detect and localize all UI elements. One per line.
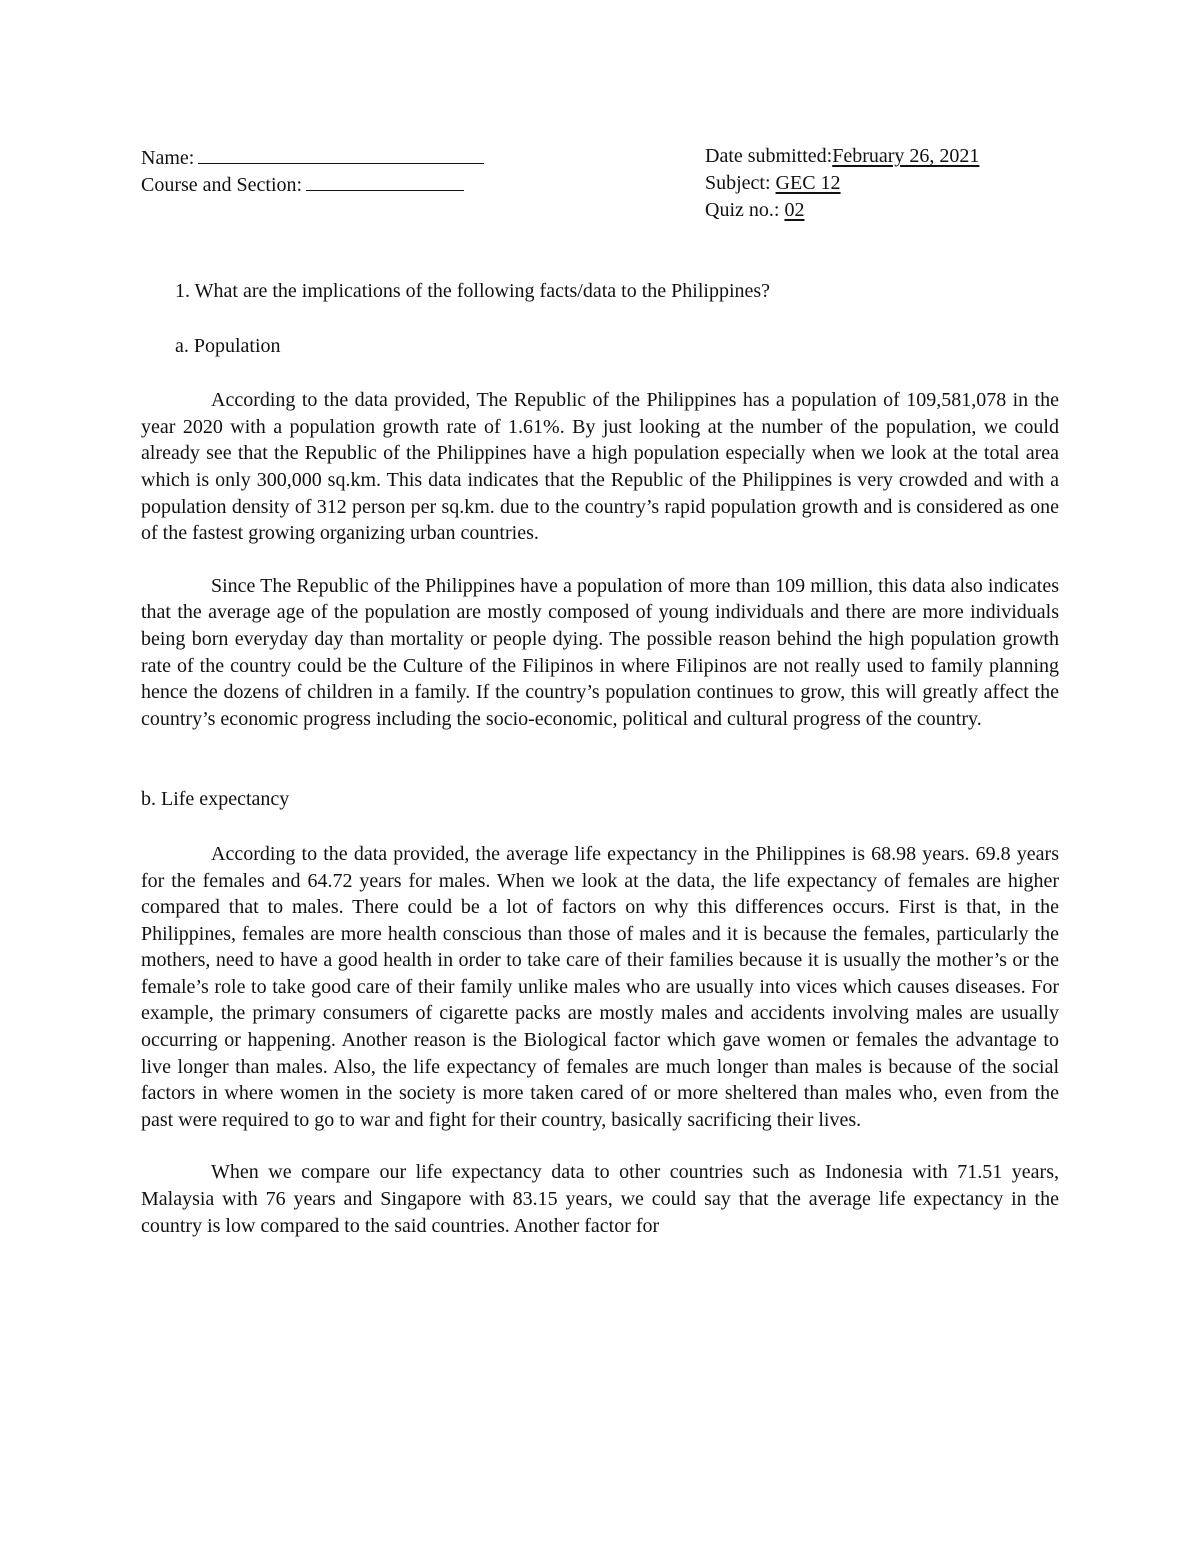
header-right-column [705, 143, 1065, 224]
name-line [141, 143, 661, 170]
subject-line [705, 170, 1065, 197]
quiz-value: 02 [784, 199, 805, 221]
header-block [141, 143, 1061, 233]
date-line [705, 143, 1065, 170]
date-value: February 26, 2021 [832, 145, 980, 167]
question-text: 1. What are the implications of the following facts/data to the Philippines? [175, 280, 771, 302]
date-label: Date submitted: [705, 145, 833, 167]
course-label: Course and Section: [141, 174, 303, 196]
subject-label: Subject: [705, 172, 771, 194]
quiz-line [705, 197, 1065, 224]
population-paragraph-1: According to the data provided, The Republic of the Philippines has a population of 109,581,078 in the year 2020 with a population growth rate of 1.61%. By just looking at the number of the population, we could already see that the Republic of the Philippines have a high population especially when we look at the total area which is only 300,000 sq.km. This data indicates that the Republic of the Philippines is very crowded and with a population density of 312 person per sq.km. due to the country’s rapid population growth and is considered as one of the fastest growing organizing urban countries. [141, 389, 1059, 545]
section-label-life-expectancy: b. Life expectancy [141, 788, 290, 811]
document-body [141, 278, 1059, 1265]
subject-value: GEC 12 [775, 172, 841, 194]
life-expectancy-paragraph-1: According to the data provided, the average life expectancy in the Philippines is 68.98 years. 69.8 years for the females and 64.72 years for males. When we look at the data, the life expectancy of females are higher compared that to males. There could be a lot of factors on why this differences occurs. First is that, in the Philippines, females are more health conscious than those of males and it is because the females, particularly the mothers, need to have a good health in order to take care of their families because it is usually the mother’s or the female’s role to take good care of their family unlike males who are usually into vices which causes diseases. For example, the primary consumers of cigarette packs are mostly males and accidents involving males are usually occurring or happening. Another reason is the Biological factor which gave women or females the advantage to live longer than males. Also, the life expectancy of females are much longer than males is because of the social factors in where women in the society is more taken cared of or more sheltered than males who, even from the past were required to go to war and fight for their country, basically sacrificing their lives. [141, 842, 1059, 1131]
name-label: Name: [141, 147, 195, 169]
header-left-column [141, 143, 661, 197]
course-line [141, 170, 661, 197]
name-blank-field[interactable] [198, 143, 484, 164]
quiz-label: Quiz no.: [705, 199, 780, 221]
section-label-population: a. Population [175, 334, 281, 357]
course-blank-field[interactable] [306, 170, 464, 191]
population-paragraph-2: Since The Republic of the Philippines have a population of more than 109 million, this data also indicates that the average age of the population are mostly composed of young individuals and there are more individuals being born everyday day than mortality or people dying. The possible reason behind the high population growth rate of the country could be the Culture of the Filipinos in where Filipinos are not really used to family planning hence the dozens of children in a family. If the country’s population continues to grow, this will greatly affect the country’s economic progress including the socio-economic, political and cultural progress of the country. [141, 574, 1059, 730]
life-expectancy-paragraph-2: When we compare our life expectancy data to other countries such as Indonesia with 71.51 years, Malaysia with 76 years and Singapore with 83.15 years, we could say that the average life expectancy in the country is low compared to the said countries. Another factor for [141, 1161, 1059, 1237]
